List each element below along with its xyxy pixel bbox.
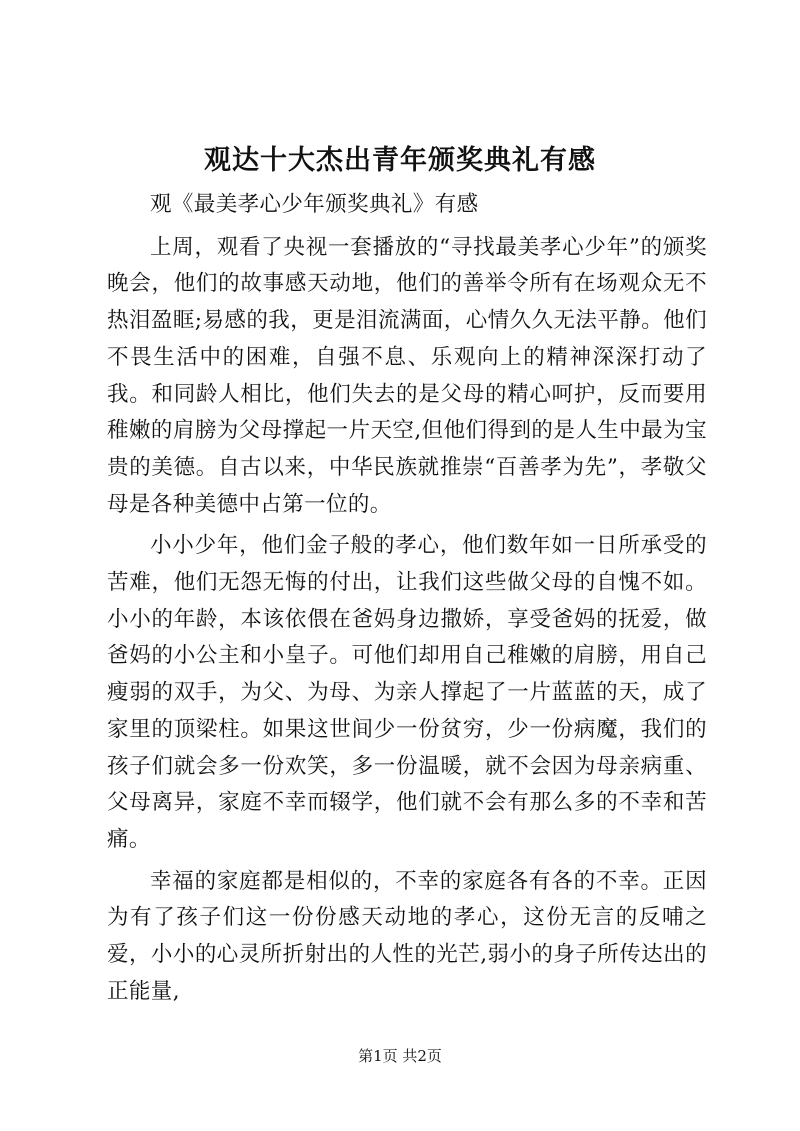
paragraph-2: 小小少年，他们金子般的孝心，他们数年如一日所承受的苦难，他们无怨无悔的付出，让我们这些做父母的自愧不如。小小的年龄，本该依偎在爸妈身边撒娇，享受爸妈的抚爱，做爸妈的小公主和小皇子。可他们却用自己稚嫩的肩膀，用自己瘦弱的双手，为父、为母、为亲人撑起了一片蓝蓝的天，成了家里的顶梁柱。如果这世间少一份贫穷，少一份病魔，我们的孩子们就会多一份欢笑，多一份温暖，就不会因为母亲病重、父母离异，家庭不幸而辍学，他们就不会有那么多的不幸和苦痛。 (107, 533, 707, 852)
paragraph-subtitle: 观《最美孝心少年颁奖典礼》有感 (150, 192, 479, 217)
paragraph-1: 上周，观看了央视一套播放的“寻找最美孝心少年”的颁奖晚会，他们的故事感天动地，他们的善举令所有在场观众无不热泪盈眶;易感的我，更是泪流满面，心情久久无法平静。他们不畏生活中的困难，自强不息、乐观向上的精神深深打动了我。和同龄人相比，他们失去的是父母的精心呵护，反而要用稚嫩的肩膀为父母撑起一片天空,但他们得到的是人生中最为宝贵的美德。自古以来，中华民族就推崇“百善孝为先”，孝敬父母是各种美德中占第一位的。 (107, 234, 707, 517)
page-number-footer: 第1页 共2页 (358, 1047, 442, 1065)
paragraph-3: 幸福的家庭都是相似的，不幸的家庭各有各的不幸。正因为有了孩子们这一份份感天动地的孝心，这份无言的反哺之爱，小小的心灵所折射出的人性的光芒,弱小的身子所传达出的正能量, (107, 868, 707, 1004)
document-body (107, 187, 707, 1010)
document-title: 观达十大杰出青年颁奖典礼有感 (204, 145, 596, 176)
